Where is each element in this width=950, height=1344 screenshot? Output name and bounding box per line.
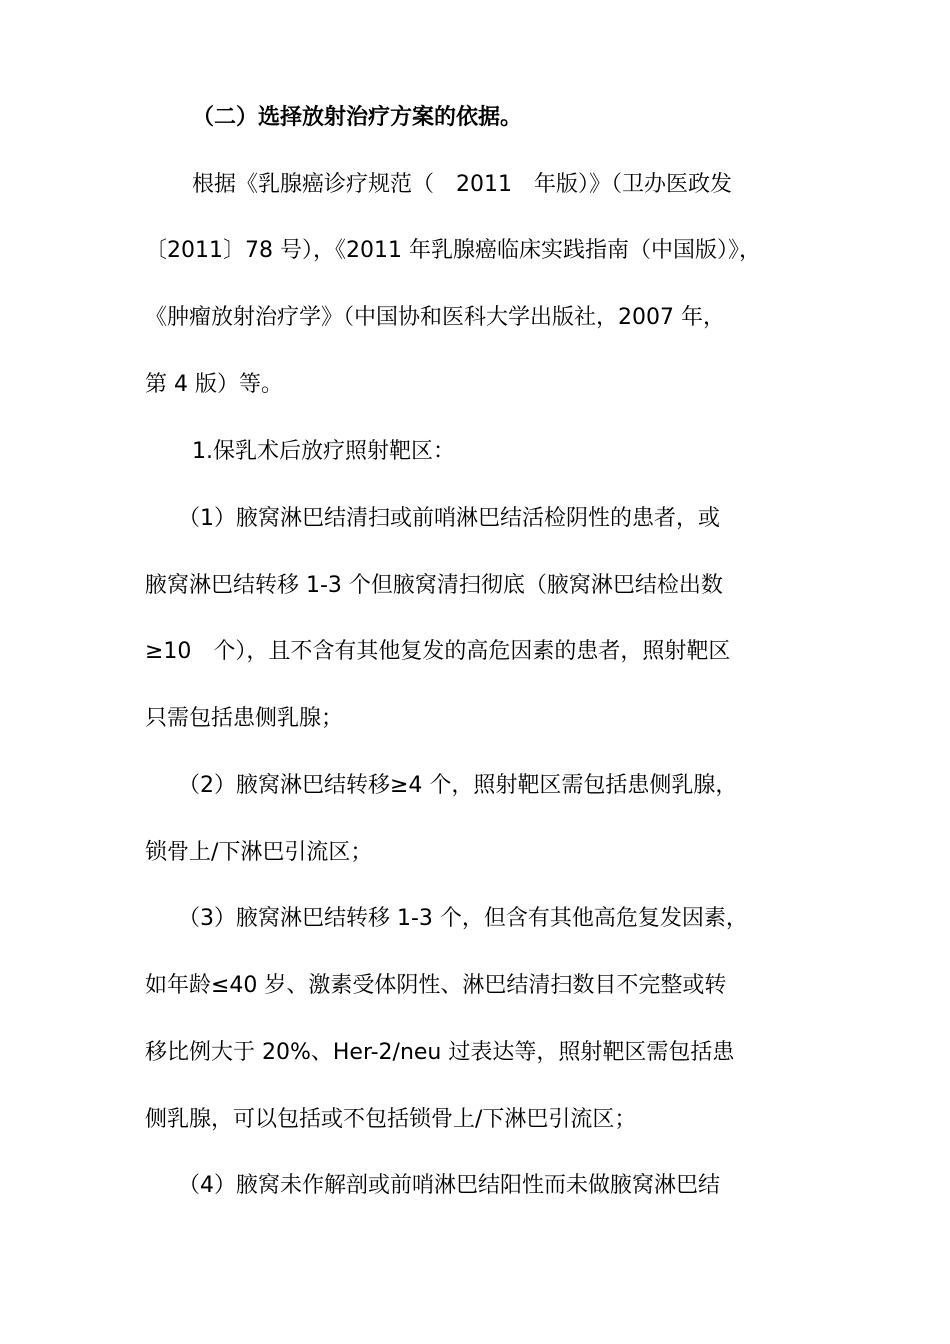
paragraph-line: 只需包括患侧乳腺； [145, 706, 344, 731]
list-item-line: （1）腋窝淋巴结清扫或前哨淋巴结活检阴性的患者，或 [178, 506, 720, 531]
paragraph-line: 腋窝淋巴结转移 1-3 个但腋窝清扫彻底（腋窝淋巴结检出数 [145, 573, 723, 598]
paragraph-line: 〔2011〕78 号），《2011 年乳腺癌临床实践指南（中国版）》， [145, 238, 761, 263]
subheading-line: 1.保乳术后放疗照射靶区： [192, 439, 455, 464]
paragraph-line: 锁骨上/下淋巴引流区； [145, 840, 373, 865]
paragraph-line: 侧乳腺，可以包括或不包括锁骨上/下淋巴引流区； [145, 1107, 637, 1132]
paragraph-line: ≥10 个），且不含有其他复发的高危因素的患者，照射靶区 [145, 639, 731, 664]
list-item-line: （2）腋窝淋巴结转移≥4 个，照射靶区需包括患侧乳腺， [178, 773, 738, 798]
paragraph-line: 《肿瘤放射治疗学》（中国协和医科大学出版社，2007 年， [145, 305, 725, 330]
list-item-line: （4）腋窝未作解剖或前哨淋巴结阳性而未做腋窝淋巴结 [178, 1173, 720, 1198]
paragraph-line: 移比例大于 20%、Her-2/neu 过表达等，照射靶区需包括患 [145, 1040, 735, 1065]
paragraph-line: 第 4 版）等。 [145, 372, 283, 397]
paragraph-line: 如年龄≤40 岁、激素受体阴性、淋巴结清扫数目不完整或转 [145, 973, 727, 998]
list-item-line: （3）腋窝淋巴结转移 1-3 个，但含有其他高危复发因素， [178, 906, 748, 931]
section-heading: （二）选择放射治疗方案的依据。 [192, 105, 523, 130]
paragraph-line: 根据《乳腺癌诊疗规范（ 2011 年版）》（卫办医政发 [192, 172, 732, 197]
